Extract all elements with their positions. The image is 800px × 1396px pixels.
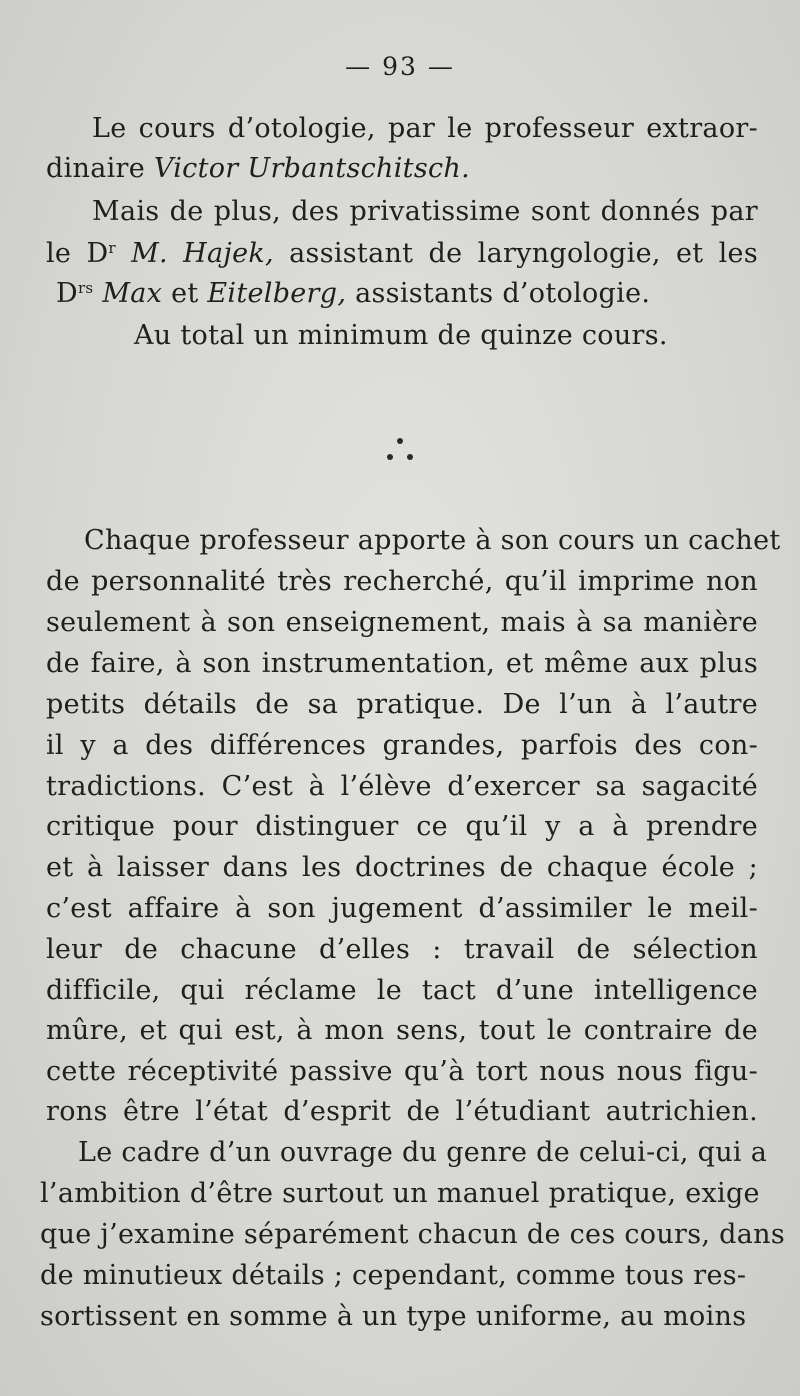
text-line: Au total un minimum de quinze cours. xyxy=(134,320,668,351)
text-line: et à laisser dans les doctrines de chaque école ; xyxy=(46,852,758,883)
text-line: leur de chacune d’elles : travail de sélection xyxy=(46,934,758,965)
asterism-ornament xyxy=(0,432,800,472)
text-line: cette réceptivité passive qu’à tort nous nous figu- xyxy=(46,1056,758,1087)
text-line: Mais de plus, des privatissime sont donnés par xyxy=(92,196,758,227)
text-line: $D^{rs}$ Max et Eitelberg, assistants d’otologie. xyxy=(56,278,651,309)
text-line: difficile, qui réclame le tact d’une intelligence xyxy=(46,975,758,1006)
text-line: tradictions. C’est à l’élève d’exercer sa sagacité xyxy=(46,771,758,802)
text-line: que j’examine séparément chacun de ces cours, dans xyxy=(40,1219,785,1250)
text-line: c’est affaire à son jugement d’assimiler le meil- xyxy=(46,893,758,924)
text-line: seulement à son enseignement, mais à sa manière xyxy=(46,607,758,638)
text-line: rons être l’état d’esprit de l’étudiant autrichien. xyxy=(46,1096,758,1127)
text-line: le $D^r$ M. Hajek, assistant de laryngologie, et les xyxy=(46,238,758,269)
page-number: — 93 — xyxy=(345,52,455,81)
text-line: Le cadre d’un ouvrage du genre de celui-ci, qui a xyxy=(78,1137,768,1168)
text-line: sortissent en somme à un type uniforme, au moins xyxy=(40,1301,747,1332)
text-line: de personnalité très recherché, qu’il imprime non xyxy=(46,566,758,597)
text-line: petits détails de sa pratique. De l’un à l’autre xyxy=(46,689,758,720)
text-line: de minutieux détails ; cependant, comme tous res- xyxy=(40,1260,747,1291)
text-line: de faire, à son instrumentation, et même aux plus xyxy=(46,648,758,679)
text-line: Chaque professeur apporte à son cours un cachet xyxy=(84,525,781,556)
text-line: l’ambition d’être surtout un manuel pratique, exige xyxy=(40,1178,760,1209)
text-line: critique pour distinguer ce qu’il y a à prendre xyxy=(46,811,758,842)
text-line: mûre, et qui est, à mon sens, tout le contraire de xyxy=(46,1015,758,1046)
text-line: Le cours d’otologie, par le professeur extraor- xyxy=(92,113,758,144)
text-line: il y a des différences grandes, parfois des con- xyxy=(46,730,758,761)
text-line: dinaire Victor Urbantschitsch. xyxy=(46,153,470,184)
